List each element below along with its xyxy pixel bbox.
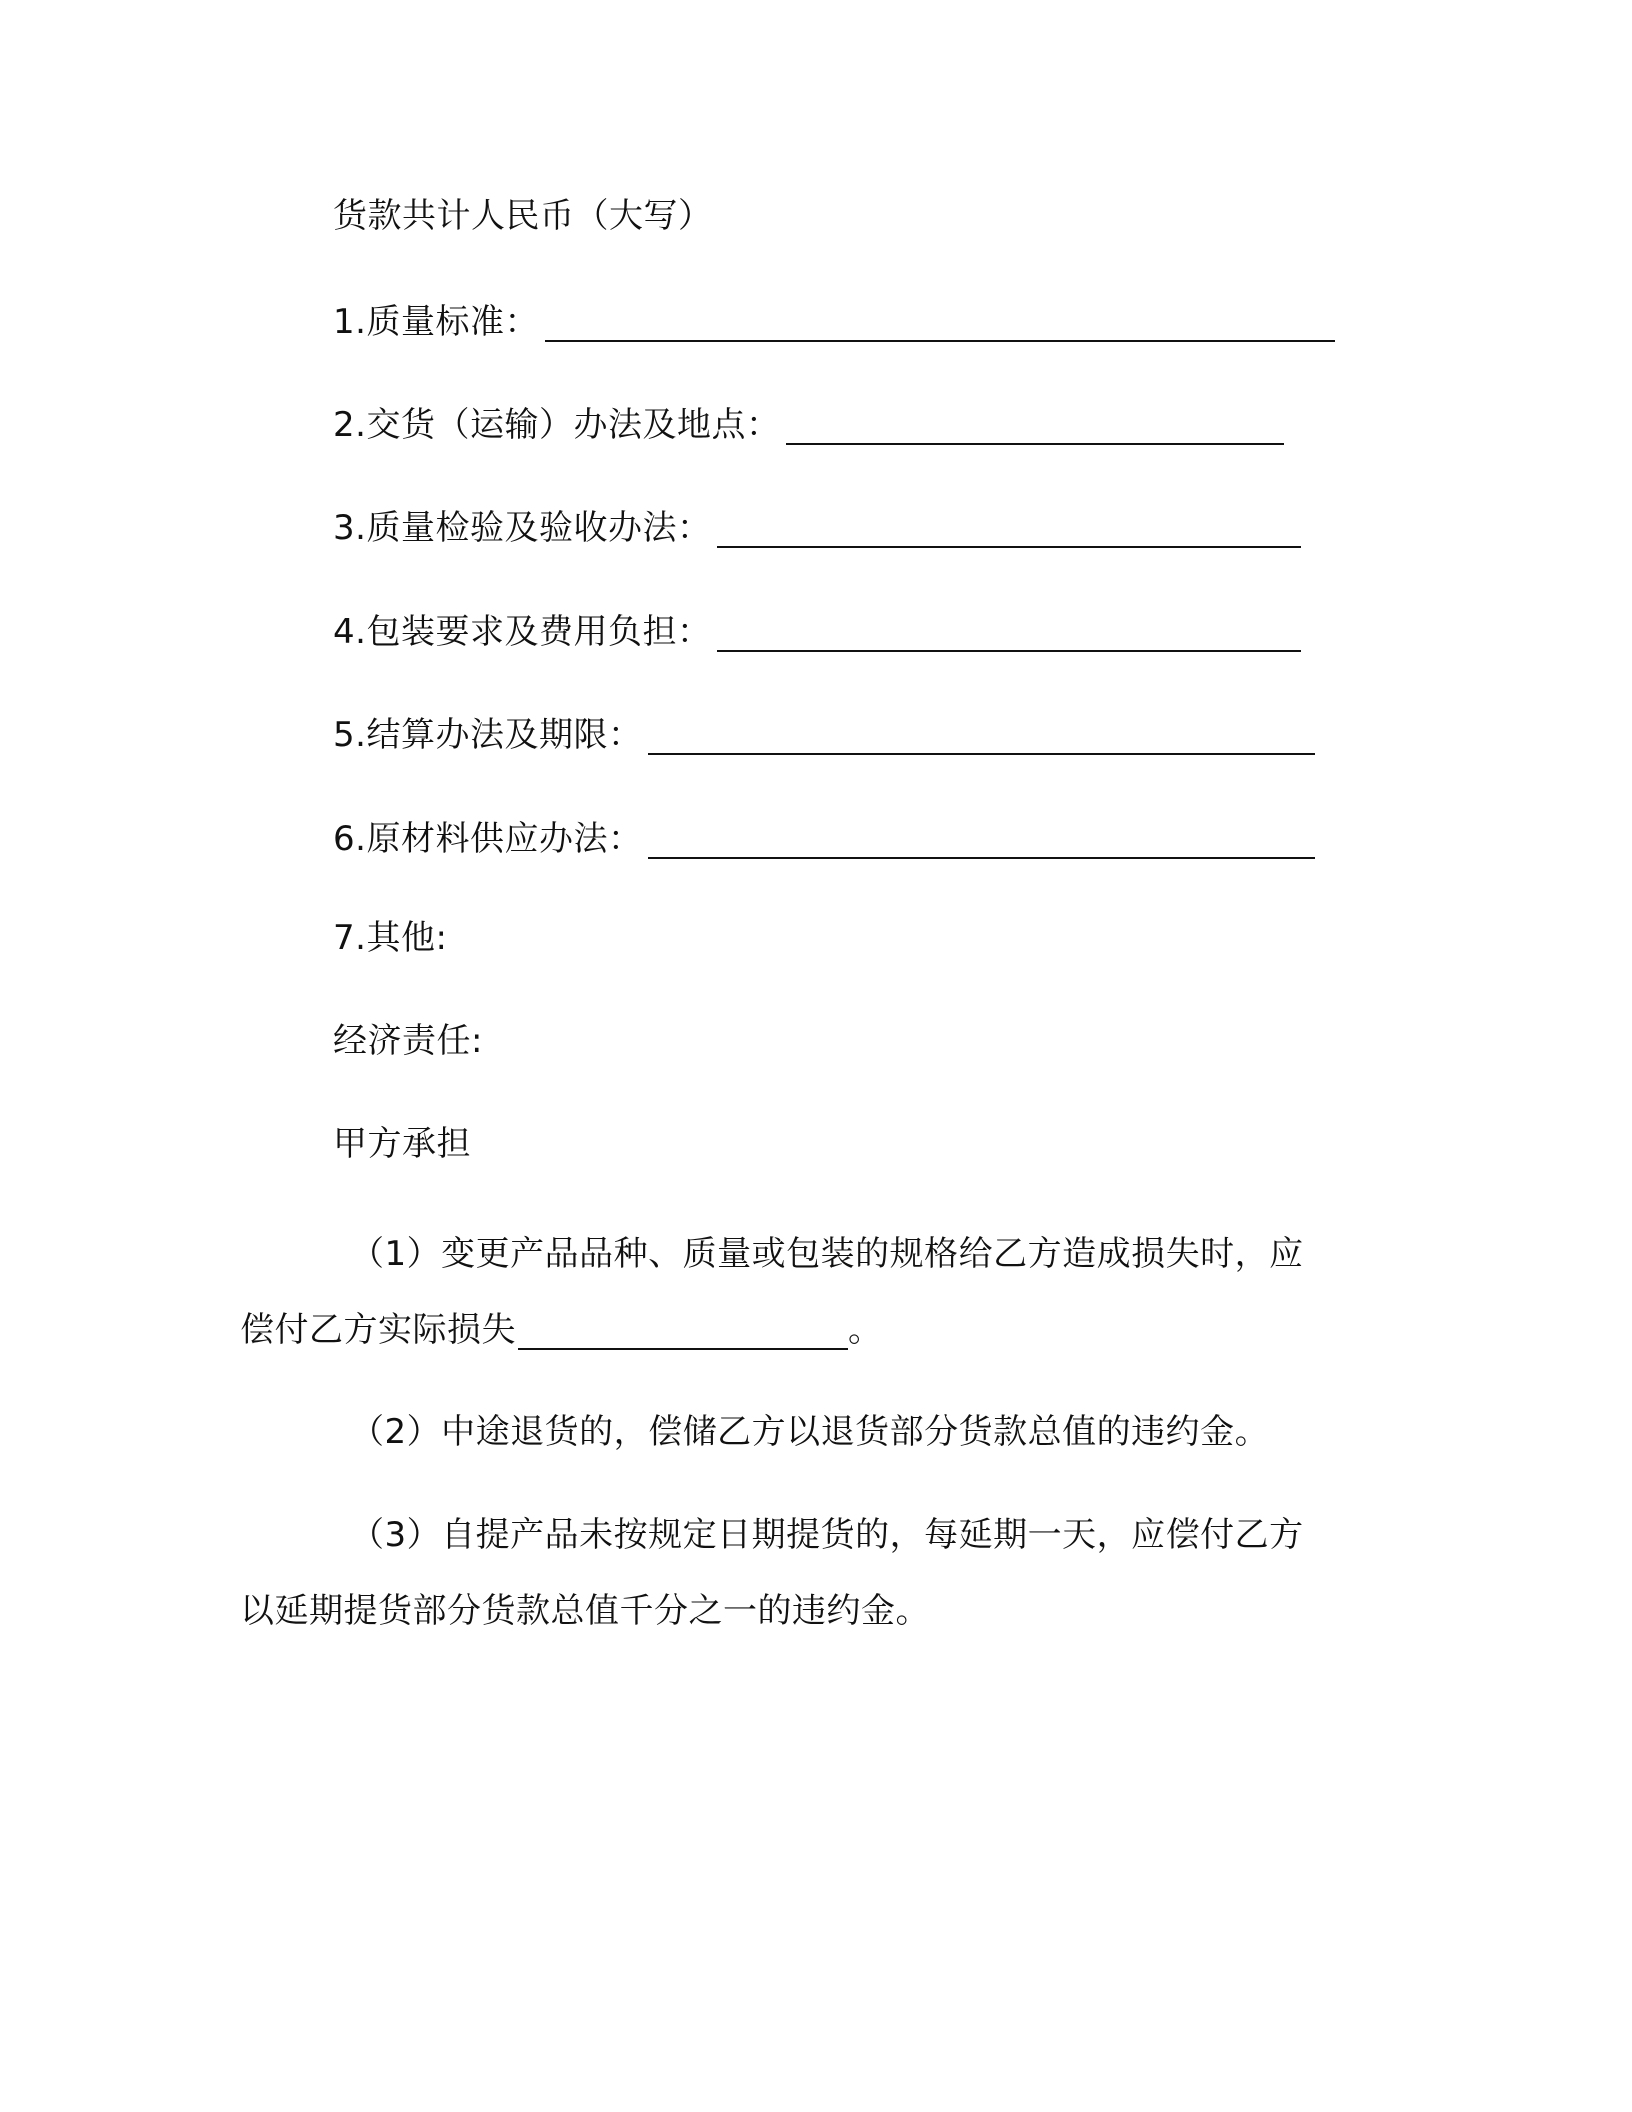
delivery-method-label: 2.交货（运输）办法及地点： — [333, 405, 781, 445]
clause-1-prefix: 偿付乙方实际损失 — [240, 1310, 516, 1350]
quality-standard-row — [333, 302, 1335, 342]
inspection-method-blank[interactable] — [717, 512, 1301, 548]
settlement-method-row — [333, 715, 1315, 755]
total-amount-line: 货款共计人民币（大写） — [333, 196, 713, 236]
clause-1-line-1: （1）变更产品品种、质量或包装的规格给乙方造成损失时，应 — [350, 1234, 1304, 1274]
quality-standard-blank[interactable] — [545, 306, 1335, 342]
raw-material-row — [333, 819, 1315, 859]
clause-1-suffix: 。 — [848, 1310, 883, 1350]
clause-3-line-2: 以延期提货部分货款总值千分之一的违约金。 — [240, 1591, 930, 1631]
delivery-method-row — [333, 405, 1284, 445]
clause-3-line-1: （3）自提产品未按规定日期提货的，每延期一天，应偿付乙方 — [350, 1515, 1304, 1555]
packaging-requirements-row — [333, 612, 1301, 652]
economic-responsibility-heading: 经济责任: — [333, 1021, 483, 1061]
inspection-method-label: 3.质量检验及验收办法： — [333, 508, 712, 548]
inspection-method-row — [333, 508, 1301, 548]
settlement-method-label: 5.结算办法及期限： — [333, 715, 643, 755]
packaging-requirements-label: 4.包装要求及费用负担： — [333, 612, 712, 652]
quality-standard-label: 1.质量标准： — [333, 302, 539, 342]
clause-2: （2）中途退货的，偿储乙方以退货部分货款总值的违约金。 — [350, 1412, 1270, 1452]
other-item: 7.其他: — [333, 918, 448, 958]
actual-loss-blank[interactable] — [518, 1314, 848, 1350]
packaging-requirements-blank[interactable] — [717, 616, 1301, 652]
raw-material-blank[interactable] — [648, 823, 1315, 859]
settlement-method-blank[interactable] — [648, 719, 1315, 755]
clause-1-line-2 — [240, 1310, 883, 1350]
raw-material-label: 6.原材料供应办法： — [333, 819, 643, 859]
delivery-method-blank[interactable] — [786, 409, 1284, 445]
party-a-heading: 甲方承担 — [333, 1124, 471, 1164]
